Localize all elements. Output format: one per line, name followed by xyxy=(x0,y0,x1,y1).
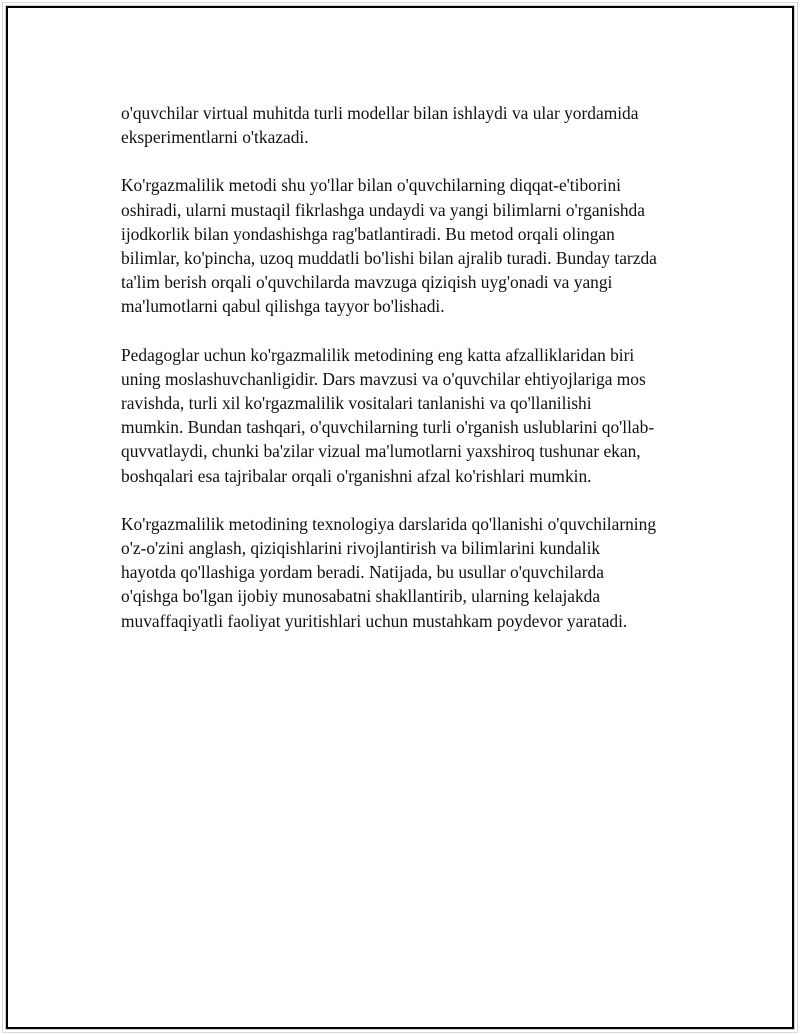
document-body xyxy=(121,101,701,657)
paragraph: Pedagoglar uchun ko'rgazmalilik metodining eng katta afzalliklaridan biri uning moslashuvchanligidir. Dars mavzusi va o'quvchilar ehtiyojlariga mos ravishda, turli xil ko'rgazmalilik vositalari tanlanishi va qo'llanilishi mumkin. Bundan tashqari, o'quvchilarning turli o'rganish uslublarini qo'llab- quvvatlaydi, chunki ba'zilar vizual ma'lumotlarni yaxshiroq tushunar ekan, boshqalari esa tajribalar orqali o'rganishni afzal ko'rishlari mumkin. xyxy=(121,344,655,486)
paragraph: o'quvchilar virtual muhitda turli modellar bilan ishlaydi va ular yordamida eksperimentlarni o'tkazadi. xyxy=(121,103,639,148)
paragraph: Ko'rgazmalilik metodining texnologiya darslarida qo'llanishi o'quvchilarning o'z-o'zini anglash, qiziqishlarini rivojlantirish va bilimlarini kundalik hayotda qo'llashiga yordam beradi. Natijada, bu usullar o'quvchilarda o'qishga bo'lgan ijobiy munosabatni shakllantirib, ularning kelajakda muvaffaqiyatli faoliyat yuritishlari uchun mustahkam poydevor yaratadi. xyxy=(121,513,657,631)
document-page xyxy=(6,6,794,1029)
paragraph: Ko'rgazmalilik metodi shu yo'llar bilan o'quvchilarning diqqat-e'tiborini oshiradi, ularni mustaqil fikrlashga undaydi va yangi bilimlarni o'rganishda ijodkorlik bilan yondashishga rag'batlantiradi. Bu metod orqali olingan bilimlar, ko'pincha, uzoq muddatli bo'lishi bilan ajralib turadi. Bunday tarzda ta'lim berish orqali o'quvchilarda mavzuga qiziqish uyg'onadi va yangi ma'lumotlarni qabul qilishga tayyor bo'lishadi. xyxy=(121,175,657,317)
